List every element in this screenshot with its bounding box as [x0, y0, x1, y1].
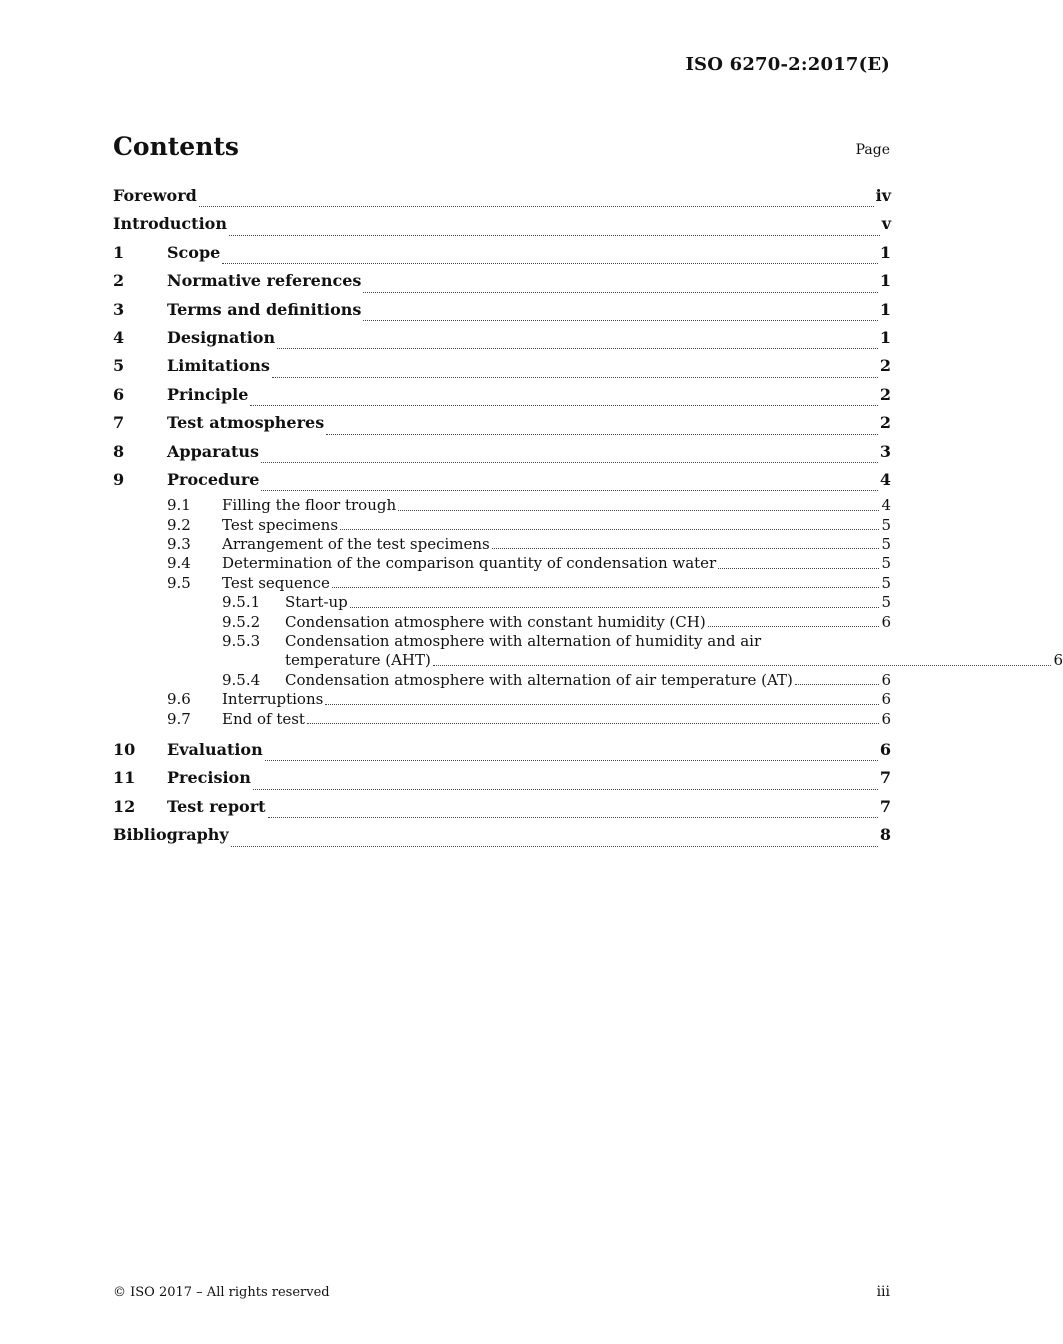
toc-entry-bibliography[interactable] — [113, 823, 891, 851]
toc-title: Bibliography — [113, 825, 229, 845]
toc-leader — [229, 235, 880, 236]
toc-page: 7 — [879, 796, 891, 816]
toc-leader — [332, 587, 880, 588]
toc-entry-filling-floor-trough[interactable] — [113, 496, 891, 515]
toc-title: Interruptions — [222, 690, 324, 709]
toc-entry-aht-line2[interactable] — [113, 651, 1063, 670]
toc-title: Condensation atmosphere with alternation of humidity and air — [285, 632, 762, 651]
toc-page: 1 — [879, 271, 891, 291]
toc-entry-aht-line1[interactable] — [113, 632, 891, 651]
toc-page: 4 — [879, 469, 891, 489]
toc-leader — [340, 529, 879, 530]
toc-leader — [795, 684, 880, 685]
toc-number: 4 — [113, 327, 125, 347]
toc-entry-arrangement-specimens[interactable] — [113, 535, 891, 554]
toc-leader — [261, 490, 877, 491]
toc-title: Start-up — [285, 593, 348, 612]
toc-entry-end-of-test[interactable] — [113, 710, 891, 729]
toc-entry-evaluation[interactable] — [113, 738, 891, 766]
toc-leader — [433, 665, 1052, 666]
toc-page: 2 — [879, 413, 891, 433]
toc-leader — [363, 292, 877, 293]
toc-leader — [253, 789, 878, 790]
toc-entry-foreword[interactable] — [113, 184, 891, 212]
toc-entry-apparatus[interactable] — [113, 440, 891, 468]
toc-title: Designation — [167, 327, 276, 347]
toc-leader — [199, 206, 874, 207]
toc-title: Arrangement of the test specimens — [222, 535, 490, 554]
document-id: ISO 6270-2:2017(E) — [685, 54, 890, 75]
toc-number: 9.6 — [167, 690, 191, 709]
toc-leader — [492, 548, 880, 549]
toc-page: 4 — [881, 496, 891, 515]
toc-entry-test-specimens[interactable] — [113, 516, 891, 535]
toc-leader — [272, 377, 878, 378]
toc-number: 6 — [113, 384, 125, 404]
toc-leader — [231, 846, 878, 847]
toc-leader — [265, 760, 878, 761]
toc-title: Foreword — [113, 186, 197, 205]
toc-number: 9.5.4 — [222, 670, 261, 689]
toc-leader — [261, 462, 878, 463]
toc-entry-introduction[interactable] — [113, 212, 891, 240]
toc-page: 6 — [881, 709, 891, 728]
toc-page: 5 — [881, 515, 891, 534]
toc-page: 5 — [881, 554, 891, 573]
toc-page: 6 — [881, 690, 891, 709]
toc-entry-constant-humidity[interactable] — [113, 613, 891, 632]
toc-number: 5 — [113, 356, 125, 376]
toc-leader — [398, 510, 879, 511]
toc-page: 5 — [881, 573, 891, 592]
toc-leader — [307, 723, 879, 724]
toc-number: 9.4 — [167, 554, 191, 573]
toc-page: 5 — [881, 535, 891, 554]
toc-page: iv — [875, 186, 891, 205]
toc-number: 7 — [113, 413, 125, 433]
toc-title: Test specimens — [222, 515, 339, 534]
toc-title: Procedure — [167, 469, 260, 489]
toc-page: 7 — [879, 768, 891, 788]
toc-title: Introduction — [113, 214, 227, 234]
toc-entry-limitations[interactable] — [113, 354, 891, 382]
page-number: iii — [876, 1284, 890, 1300]
toc-number: 9.3 — [167, 535, 191, 554]
toc-title: Scope — [167, 242, 221, 262]
toc-title: Evaluation — [167, 739, 263, 759]
toc-entry-procedure[interactable] — [113, 468, 891, 496]
toc-page: v — [881, 214, 891, 234]
toc-page: 2 — [879, 356, 891, 376]
toc-number: 8 — [113, 441, 125, 461]
toc-title: Terms and definitions — [167, 299, 362, 319]
toc-number: 9.1 — [167, 496, 191, 515]
toc-entry-comparison-quantity[interactable] — [113, 554, 891, 573]
copyright-notice: © ISO 2017 – All rights reserved — [113, 1285, 330, 1300]
toc-entry-scope[interactable] — [113, 241, 891, 269]
toc-number: 9.7 — [167, 709, 191, 728]
toc-leader — [222, 263, 878, 264]
toc-page: 1 — [879, 299, 891, 319]
toc-page: 6 — [881, 612, 891, 631]
toc-number: 10 — [113, 739, 136, 759]
toc-title: End of test — [222, 709, 305, 728]
toc-number: 9.5.1 — [222, 593, 261, 612]
toc-title: Test report — [167, 796, 266, 816]
toc-number: 2 — [113, 271, 125, 291]
toc-page: 5 — [881, 593, 891, 612]
toc-entry-air-temperature[interactable] — [113, 671, 891, 690]
toc-entry-terms-definitions[interactable] — [113, 298, 891, 326]
contents-title: Contents — [113, 132, 240, 161]
toc-number: 9.5 — [167, 573, 191, 592]
toc-number: 11 — [113, 768, 136, 788]
toc-number: 12 — [113, 796, 136, 816]
toc-page: 3 — [879, 441, 891, 461]
toc-title: temperature (AHT) — [285, 651, 431, 670]
toc-leader — [250, 405, 877, 406]
toc-title: Precision — [167, 768, 251, 788]
toc-leader — [326, 434, 878, 435]
toc-number: 9.2 — [167, 515, 191, 534]
toc-title: Determination of the comparison quantity of condensation water — [222, 554, 717, 573]
toc-page: 1 — [879, 327, 891, 347]
toc-leader — [350, 607, 880, 608]
toc-title: Apparatus — [167, 441, 259, 461]
toc-entry-start-up[interactable] — [113, 593, 891, 612]
toc-leader — [325, 704, 879, 705]
toc-leader — [363, 320, 877, 321]
toc-leader — [718, 568, 879, 569]
toc-number: 9.5.2 — [222, 612, 261, 631]
spacer — [113, 729, 891, 738]
toc-number: 9 — [113, 469, 125, 489]
toc-title: Condensation atmosphere with constant humidity (CH) — [285, 612, 706, 631]
toc-entry-precision[interactable] — [113, 766, 891, 794]
toc-entry-designation[interactable] — [113, 326, 891, 354]
toc-entry-test-atmospheres[interactable] — [113, 411, 891, 439]
toc-page: 1 — [879, 242, 891, 262]
toc-title: Normative references — [167, 271, 362, 291]
toc-title: Filling the floor trough — [222, 496, 397, 515]
toc-entry-test-report[interactable] — [113, 795, 891, 823]
toc-page: 6 — [1053, 651, 1063, 670]
toc-title: Condensation atmosphere with alternation of air temperature (AT) — [285, 670, 793, 689]
toc-number: 1 — [113, 242, 125, 262]
page-column-label: Page — [855, 142, 890, 158]
toc-page: 6 — [881, 670, 891, 689]
toc-title: Test atmospheres — [167, 413, 325, 433]
toc-leader — [277, 348, 878, 349]
toc-page: 2 — [879, 384, 891, 404]
toc-number: 9.5.3 — [222, 632, 261, 651]
toc-page: 8 — [879, 825, 891, 845]
toc-entry-principle[interactable] — [113, 383, 891, 411]
toc-leader — [708, 626, 880, 627]
toc-number: 3 — [113, 299, 125, 319]
toc-title: Limitations — [167, 356, 270, 376]
table-of-contents — [113, 184, 1063, 852]
toc-entry-normative-references[interactable] — [113, 269, 891, 297]
toc-entry-test-sequence[interactable] — [113, 574, 891, 593]
toc-page: 6 — [879, 739, 891, 759]
toc-entry-interruptions[interactable] — [113, 690, 891, 709]
toc-title: Test sequence — [222, 573, 330, 592]
toc-leader — [268, 817, 878, 818]
toc-title: Principle — [167, 384, 249, 404]
